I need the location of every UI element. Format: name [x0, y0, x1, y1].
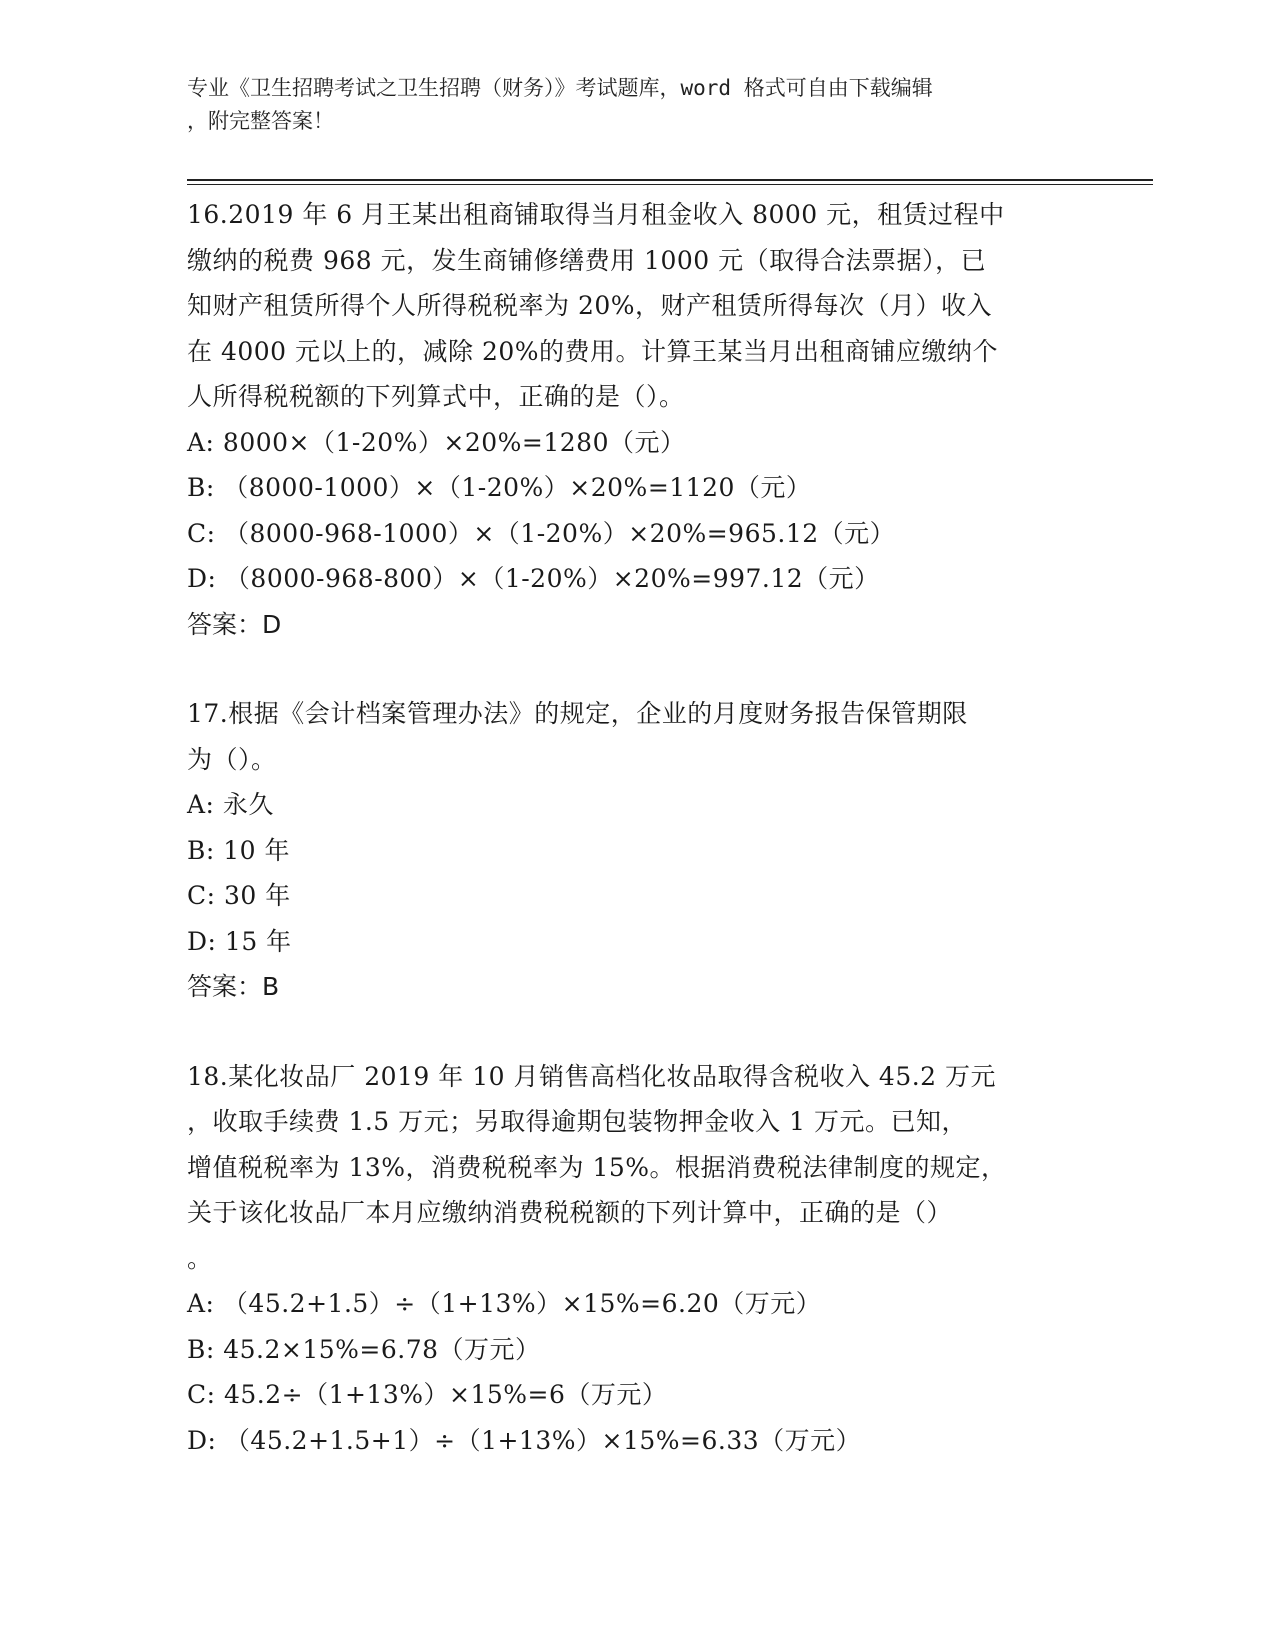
question-stem-line: 在 4000 元以上的，减除 20%的费用。计算王某当月出租商铺应缴纳个 — [187, 336, 999, 366]
header-divider-thin — [187, 184, 1153, 185]
answer-label: 答案：B — [187, 972, 280, 1001]
question-stem-line: 17.根据《会计档案管理办法》的规定，企业的月度财务报告保管期限 — [187, 699, 968, 728]
question-16 — [187, 192, 1087, 647]
option-c: C: 30 年 — [187, 881, 291, 910]
question-stem-line: 。 — [187, 1243, 213, 1273]
question-spacer — [187, 1010, 1087, 1054]
question-stem-line: 为（）。 — [187, 744, 277, 774]
header-line-2: ，附完整答案！ — [187, 109, 334, 133]
option-d: D: 15 年 — [187, 926, 292, 956]
header-line-1: 专业《卫生招聘考试之卫生招聘（财务）》考试题库，word 格式可自由下载编辑 — [187, 76, 933, 100]
option-c: C: （8000-968-1000）×（1-20%）×20%=965.12（元） — [187, 518, 896, 548]
question-stem-line: 知财产租赁所得个人所得税税率为 20%，财产租赁所得每次（月）收入 — [187, 291, 993, 320]
question-stem-line: 关于该化妆品厂本月应缴纳消费税税额的下列计算中，正确的是（） — [187, 1198, 953, 1227]
option-b: B: 10 年 — [187, 835, 290, 865]
option-d: D: （8000-968-800）×（1-20%）×20%=997.12（元） — [187, 564, 880, 593]
option-c: C: 45.2÷（1+13%）×15%=6（万元） — [187, 1380, 668, 1409]
question-stem-line: 16.2019 年 6 月王某出租商铺取得当月租金收入 8000 元，租赁过程中 — [187, 200, 1005, 229]
option-b: B: 45.2×15%=6.78（万元） — [187, 1334, 541, 1364]
question-stem-line: 增值税税率为 13%，消费税税率为 15%。根据消费税法律制度的规定， — [187, 1152, 1007, 1182]
answer-label: 答案：D — [187, 609, 282, 639]
question-spacer — [187, 647, 1087, 691]
option-a: A: （45.2+1.5）÷（1+13%）×15%=6.20（万元） — [187, 1289, 822, 1318]
option-d: D: （45.2+1.5+1）÷（1+13%）×15%=6.33（万元） — [187, 1425, 862, 1455]
question-list — [187, 192, 1087, 1463]
option-b: B: （8000-1000）×（1-20%）×20%=1120（元） — [187, 473, 812, 502]
question-stem-line: ，收取手续费 1.5 万元；另取得逾期包装物押金收入 1 万元。已知， — [187, 1107, 967, 1136]
question-18 — [187, 1054, 1087, 1464]
question-stem-line: 缴纳的税费 968 元，发生商铺修缮费用 1000 元（取得合法票据），已 — [187, 245, 987, 275]
header-divider-thick — [187, 179, 1153, 181]
question-stem-line: 人所得税税额的下列算式中，正确的是（）。 — [187, 382, 685, 411]
question-17 — [187, 691, 1087, 1010]
option-a: A: 永久 — [187, 790, 274, 819]
question-stem-line: 18.某化妆品厂 2019 年 10 月销售高档化妆品取得含税收入 45.2 万元 — [187, 1061, 997, 1091]
option-a: A: 8000×（1-20%）×20%=1280（元） — [187, 427, 686, 457]
document-header — [187, 72, 1067, 138]
